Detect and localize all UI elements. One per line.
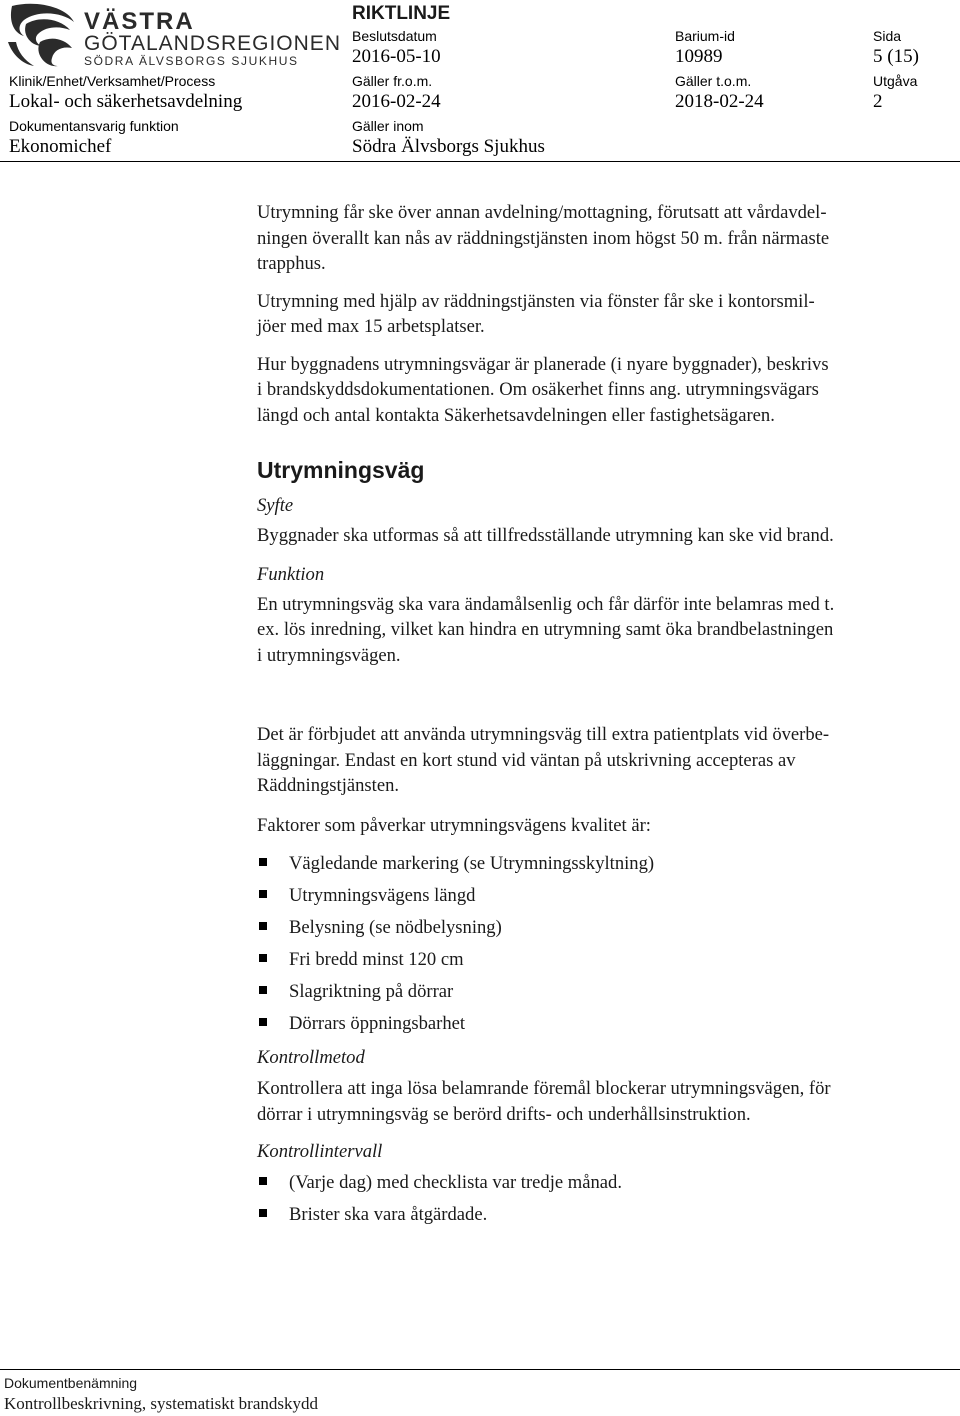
paragraph-evacuation-other-ward: Utrymning får ske över annan avdelning/mottagning, förutsatt att vårdavdel- ningen överallt kan nås av räddningstjänsten inom högst 50 m. från närmaste trapphus.: [257, 202, 830, 274]
responsible-label: Dokumentansvarig funktion: [9, 118, 179, 134]
kontrollmetod-text: Kontrollera att inga lösa belamrande föremål blockerar utrymningsvägen, för dörrar i utrymningsväg se berörd drifts- och underhållsinstruktion.: [257, 1078, 831, 1125]
bullet-square-icon: [259, 858, 267, 866]
list-item: Vägledande markering (se Utrymningsskyltning): [257, 851, 937, 876]
kontrollmetod-label: Kontrollmetod: [257, 1047, 365, 1068]
footer-document-name: Kontrollbeskrivning, systematiskt brandskydd: [4, 1394, 319, 1413]
responsible-value: Ekonomichef: [9, 136, 112, 157]
list-item: Belysning (se nödbelysning): [257, 915, 937, 940]
valid-within-value: Södra Älvsborgs Sjukhus: [352, 136, 545, 157]
logo-text-line3: SÖDRA ÄLVSBORGS SJUKHUS: [84, 54, 299, 68]
barium-id-label: Barium-id: [675, 28, 735, 44]
bullet-square-icon: [259, 1209, 267, 1217]
vgr-logo: [4, 2, 341, 68]
bullet-square-icon: [259, 1177, 267, 1185]
unit-label: Klinik/Enhet/Verksamhet/Process: [9, 73, 216, 89]
bullet-square-icon: [259, 922, 267, 930]
list-item: Slagriktning på dörrar: [257, 979, 937, 1004]
decision-date-label: Beslutsdatum: [352, 28, 437, 44]
section-heading: Utrymningsväg: [257, 457, 425, 483]
bullet-square-icon: [259, 954, 267, 962]
list-item: Dörrars öppningsbarhet: [257, 1011, 937, 1036]
footer-label: Dokumentbenämning: [4, 1375, 138, 1391]
valid-to-value: 2018-02-24: [675, 91, 764, 112]
factors-intro: Faktorer som påverkar utrymningsvägens kvalitet är:: [257, 814, 651, 836]
vgr-emblem-icon: [4, 2, 78, 68]
edition-label: Utgåva: [873, 73, 918, 89]
document-type: RIKTLINJE: [352, 3, 451, 24]
valid-within-label: Gäller inom: [352, 118, 424, 134]
list-item: (Varje dag) med checklista var tredje månad.: [257, 1170, 937, 1195]
valid-from-value: 2016-02-24: [352, 91, 441, 112]
logo-text-line1: VÄSTRA: [84, 8, 195, 35]
bullet-square-icon: [259, 986, 267, 994]
header-divider: [0, 161, 960, 162]
page-value: 5 (15): [873, 46, 919, 67]
syfte-label: Syfte: [257, 495, 294, 516]
funktion-label: Funktion: [257, 563, 325, 585]
list-item: Brister ska vara åtgärdade.: [257, 1202, 937, 1227]
bullet-square-icon: [259, 890, 267, 898]
valid-to-label: Gäller t.o.m.: [675, 73, 752, 89]
kontrollintervall-label: Kontrollintervall: [257, 1141, 383, 1162]
bullet-square-icon: [259, 1018, 267, 1026]
paragraph-prohibition: Det är förbjudet att använda utrymningsväg till extra patientplats vid överbe- läggningar. Endast en kort stund vid väntan på utskrivning accepteras av Räddningstjänsten.: [257, 724, 830, 796]
footer-divider: [0, 1369, 960, 1370]
paragraph-evacuation-planning: Hur byggnadens utrymningsvägar är planerade (i nyare byggnader), beskrivs i brandskyddsdokumentationen. Om osäkerhet finns ang. utrymningsvägars längd och antal kontakta Säkerhetsavdelningen eller fastighetsägaren.: [257, 353, 829, 426]
paragraph-evacuation-window: Utrymning med hjälp av räddningstjänsten via fönster får ske i kontorsmil- jöer med max 15 arbetsplatser.: [257, 290, 815, 337]
edition-value: 2: [873, 91, 883, 112]
interval-list: [257, 1170, 937, 1227]
factors-list: [257, 851, 937, 1036]
unit-value: Lokal- och säkerhetsavdelning: [9, 91, 243, 112]
funktion-text: En utrymningsväg ska vara ändamålsenlig och får därför inte belamras med t. ex. lös inredning, vilket kan hindra en utrymning samt öka brandbelastningen i utrymningsvägen.: [257, 593, 835, 666]
logo-text-line2: GÖTALANDSREGIONEN: [84, 32, 341, 55]
list-item: Fri bredd minst 120 cm: [257, 947, 937, 972]
decision-date-value: 2016-05-10: [352, 46, 441, 67]
document-body: [257, 200, 937, 1227]
list-item: Utrymningsvägens längd: [257, 883, 937, 908]
barium-id-value: 10989: [675, 46, 723, 67]
page-label: Sida: [873, 28, 902, 44]
valid-from-label: Gäller fr.o.m.: [352, 73, 433, 89]
syfte-text: Byggnader ska utformas så att tillfredsställande utrymning kan ske vid brand.: [257, 525, 834, 546]
